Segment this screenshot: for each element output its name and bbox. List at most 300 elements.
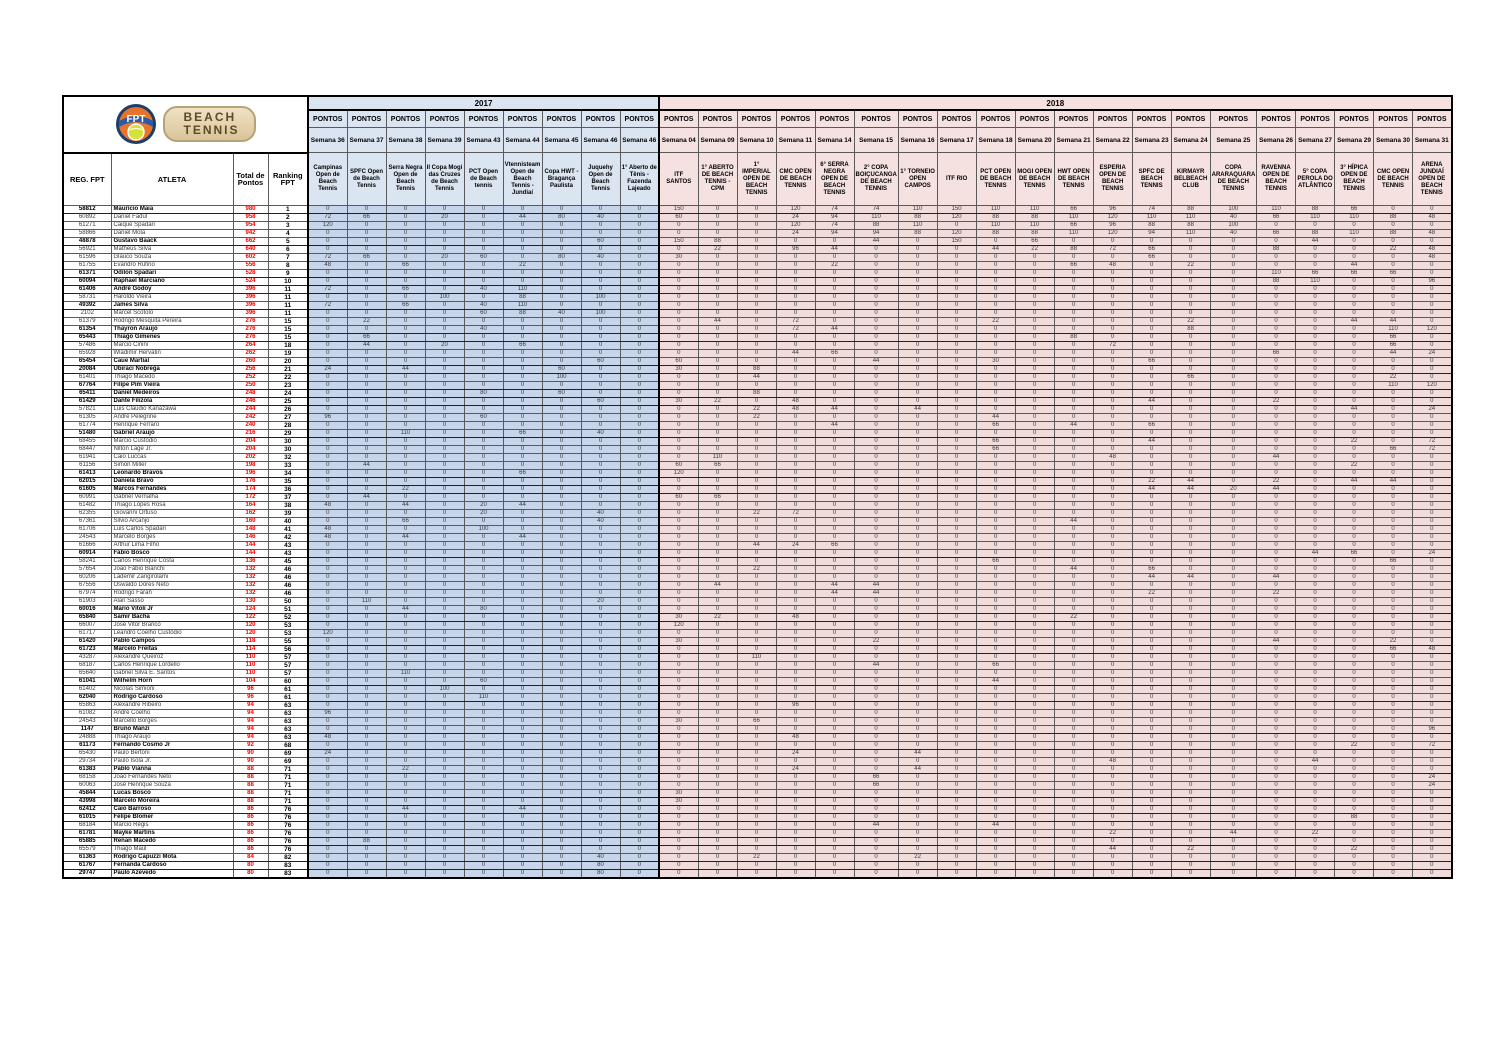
points-cell: 110 — [1015, 222, 1054, 230]
points-cell: 0 — [937, 430, 976, 438]
points-cell: 0 — [347, 294, 386, 302]
points-cell: 0 — [347, 750, 386, 758]
points-cell: 0 — [308, 334, 347, 342]
points-cell: 0 — [503, 270, 542, 278]
points-cell: 0 — [1210, 350, 1256, 358]
points-cell: 0 — [1257, 598, 1296, 606]
points-cell: 66 — [1296, 270, 1335, 278]
points-cell: 0 — [542, 654, 581, 662]
points-cell: 44 — [503, 214, 542, 222]
points-cell: 0 — [815, 270, 854, 278]
points-cell: 0 — [503, 574, 542, 582]
points-cell: 0 — [464, 222, 503, 230]
points-cell: 0 — [937, 710, 976, 718]
points-cell: 0 — [854, 806, 898, 814]
points-cell: 0 — [1413, 582, 1452, 590]
points-cell: 0 — [1093, 782, 1132, 790]
points-cell: 0 — [737, 230, 776, 238]
points-cell: 0 — [1210, 742, 1256, 750]
points-cell: 0 — [1054, 510, 1093, 518]
points-cell: 0 — [976, 310, 1015, 318]
points-cell: 44 — [898, 750, 937, 758]
points-cell: 0 — [620, 614, 659, 622]
points-cell: 0 — [503, 374, 542, 382]
points-cell: 0 — [1171, 814, 1210, 822]
points-cell: 0 — [1015, 798, 1054, 806]
points-cell: 0 — [1015, 606, 1054, 614]
points-cell: 0 — [1132, 638, 1171, 646]
points-cell: 0 — [776, 790, 815, 798]
athlete-name: Daniel Medeiros — [111, 390, 233, 398]
points-cell: 0 — [542, 566, 581, 574]
points-cell: 22 — [698, 398, 737, 406]
points-cell: 0 — [386, 470, 425, 478]
points-cell: 0 — [620, 766, 659, 774]
points-cell: 44 — [1335, 406, 1374, 414]
points-cell: 0 — [854, 814, 898, 822]
athlete-rank: 22 — [268, 374, 308, 382]
points-cell: 0 — [620, 598, 659, 606]
points-cell: 0 — [1374, 846, 1413, 854]
points-cell: 0 — [1132, 502, 1171, 510]
corner-header-0: REG. FPT — [63, 153, 111, 206]
points-cell: 44 — [1132, 398, 1171, 406]
points-cell: 0 — [976, 550, 1015, 558]
points-cell: 0 — [1093, 590, 1132, 598]
points-cell: 110 — [503, 286, 542, 294]
points-cell: 0 — [542, 766, 581, 774]
points-cell: 0 — [698, 774, 737, 782]
points-cell: 0 — [659, 438, 698, 446]
points-cell: 72 — [1413, 742, 1452, 750]
corner-header-3: Ranking FPT — [268, 153, 308, 206]
points-cell: 0 — [815, 670, 854, 678]
athlete-total-points: 94 — [233, 702, 268, 710]
points-cell: 0 — [386, 638, 425, 646]
points-cell: 0 — [898, 462, 937, 470]
points-cell: 0 — [1132, 662, 1171, 670]
points-cell: 0 — [1413, 358, 1452, 366]
points-cell: 0 — [1171, 526, 1210, 534]
points-cell: 0 — [1296, 342, 1335, 350]
points-cell: 0 — [1093, 694, 1132, 702]
points-cell: 80 — [542, 214, 581, 222]
athlete-total-points: 88 — [233, 798, 268, 806]
points-cell: 0 — [464, 550, 503, 558]
points-cell: 0 — [464, 582, 503, 590]
points-cell: 0 — [698, 270, 737, 278]
athlete-row — [63, 598, 1452, 606]
points-cell: 22 — [1171, 262, 1210, 270]
athlete-total-points: 252 — [233, 374, 268, 382]
points-cell: 0 — [1413, 694, 1452, 702]
points-cell: 0 — [1015, 662, 1054, 670]
points-cell: 0 — [937, 846, 976, 854]
points-cell: 72 — [1093, 246, 1132, 254]
athlete-total-points: 640 — [233, 246, 268, 254]
tournament-header: 1° ABERTO DE BEACH TENNIS - CPM — [698, 153, 737, 206]
points-cell: 0 — [308, 454, 347, 462]
points-cell: 0 — [737, 310, 776, 318]
points-cell: 110 — [1171, 230, 1210, 238]
athlete-rank: 71 — [268, 782, 308, 790]
points-cell: 0 — [503, 366, 542, 374]
points-cell: 0 — [1132, 550, 1171, 558]
points-cell: 0 — [698, 854, 737, 862]
points-cell: 0 — [1413, 542, 1452, 550]
athlete-name: Pablo Campos — [111, 638, 233, 646]
points-cell: 110 — [698, 454, 737, 462]
athlete-total-points: 86 — [233, 806, 268, 814]
points-cell: 0 — [1374, 262, 1413, 270]
points-cell: 0 — [1093, 414, 1132, 422]
athlete-reg: 61755 — [63, 262, 111, 270]
points-cell: 0 — [898, 830, 937, 838]
points-cell: 0 — [464, 630, 503, 638]
points-cell: 0 — [425, 334, 464, 342]
points-cell: 22 — [1335, 846, 1374, 854]
points-cell: 0 — [1054, 670, 1093, 678]
points-cell: 0 — [1132, 622, 1171, 630]
athlete-reg: 61420 — [63, 638, 111, 646]
points-cell: 0 — [1257, 294, 1296, 302]
points-cell: 22 — [1054, 614, 1093, 622]
points-cell: 0 — [659, 302, 698, 310]
points-cell: 0 — [503, 406, 542, 414]
athlete-rank: 19 — [268, 350, 308, 358]
points-cell: 0 — [698, 590, 737, 598]
points-cell: 0 — [1210, 750, 1256, 758]
points-cell: 0 — [1015, 558, 1054, 566]
points-cell: 0 — [386, 582, 425, 590]
points-cell: 0 — [776, 622, 815, 630]
points-cell: 0 — [503, 590, 542, 598]
points-cell: 0 — [620, 694, 659, 702]
points-cell: 0 — [542, 342, 581, 350]
points-cell: 74 — [854, 206, 898, 214]
points-cell: 0 — [1015, 366, 1054, 374]
athlete-rank: 4 — [268, 230, 308, 238]
points-cell: 44 — [776, 350, 815, 358]
athlete-name: Samir Bacha — [111, 614, 233, 622]
points-cell: 0 — [659, 518, 698, 526]
points-cell: 0 — [854, 870, 898, 879]
points-cell: 0 — [464, 710, 503, 718]
points-cell: 0 — [581, 638, 620, 646]
points-cell: 0 — [776, 662, 815, 670]
points-cell: 0 — [1171, 494, 1210, 502]
athlete-rank: 68 — [268, 742, 308, 750]
points-cell: 0 — [776, 854, 815, 862]
points-cell: 0 — [542, 758, 581, 766]
athlete-total-points: 242 — [233, 414, 268, 422]
points-cell: 0 — [503, 358, 542, 366]
points-cell: 0 — [1054, 486, 1093, 494]
points-cell: 0 — [347, 710, 386, 718]
points-cell: 96 — [1413, 278, 1452, 286]
points-cell: 0 — [1210, 454, 1256, 462]
points-cell: 0 — [1093, 390, 1132, 398]
points-cell: 0 — [1257, 654, 1296, 662]
athlete-total-points: 248 — [233, 390, 268, 398]
points-cell: 0 — [776, 806, 815, 814]
points-cell: 0 — [854, 726, 898, 734]
points-cell: 120 — [1093, 214, 1132, 222]
points-cell: 0 — [698, 414, 737, 422]
athlete-name: Caio Barroso — [111, 806, 233, 814]
points-cell: 22 — [386, 766, 425, 774]
points-cell: 0 — [1054, 350, 1093, 358]
points-cell: 0 — [898, 710, 937, 718]
tournament-header: COPA ARARAQUARA DE BEACH TENNIS — [1210, 153, 1256, 206]
points-cell: 0 — [1015, 262, 1054, 270]
points-cell: 0 — [425, 734, 464, 742]
points-cell: 0 — [1054, 462, 1093, 470]
athlete-total-points: 110 — [233, 654, 268, 662]
points-cell: 0 — [937, 510, 976, 518]
athlete-name: Lademir Zangirolami — [111, 574, 233, 582]
points-cell: 0 — [347, 798, 386, 806]
points-cell: 0 — [854, 270, 898, 278]
points-cell: 0 — [1210, 558, 1256, 566]
athlete-row — [63, 814, 1452, 822]
points-cell: 150 — [659, 238, 698, 246]
points-cell: 0 — [1296, 782, 1335, 790]
points-cell: 0 — [542, 542, 581, 550]
points-cell: 0 — [1171, 406, 1210, 414]
points-cell: 44 — [1296, 238, 1335, 246]
points-cell: 0 — [1054, 590, 1093, 598]
points-cell: 0 — [698, 430, 737, 438]
points-cell: 44 — [976, 246, 1015, 254]
points-cell: 0 — [976, 574, 1015, 582]
athlete-total-points: 132 — [233, 590, 268, 598]
points-cell: 0 — [698, 534, 737, 542]
athlete-row — [63, 262, 1452, 270]
points-cell: 0 — [1054, 270, 1093, 278]
points-cell: 0 — [347, 622, 386, 630]
points-cell: 72 — [308, 286, 347, 294]
week-header: Semana 14 — [815, 128, 854, 153]
points-cell: 0 — [776, 742, 815, 750]
points-cell: 0 — [386, 526, 425, 534]
points-cell: 44 — [1257, 574, 1296, 582]
points-cell: 0 — [425, 630, 464, 638]
points-cell: 0 — [659, 662, 698, 670]
points-cell: 0 — [386, 598, 425, 606]
points-cell: 0 — [898, 494, 937, 502]
points-cell: 30 — [659, 790, 698, 798]
points-cell: 0 — [542, 638, 581, 646]
points-cell: 0 — [1257, 382, 1296, 390]
points-cell: 0 — [1257, 806, 1296, 814]
points-cell: 0 — [503, 422, 542, 430]
points-cell: 0 — [776, 262, 815, 270]
points-cell: 0 — [542, 550, 581, 558]
points-cell: 0 — [1093, 774, 1132, 782]
points-cell: 0 — [737, 838, 776, 846]
points-cell: 0 — [386, 230, 425, 238]
points-cell: 0 — [815, 342, 854, 350]
points-cell: 44 — [854, 582, 898, 590]
points-cell: 88 — [1054, 334, 1093, 342]
points-cell: 22 — [1374, 374, 1413, 382]
tournament-header: Serra Negra Open de Beach Tennis — [386, 153, 425, 206]
points-cell: 0 — [1093, 558, 1132, 566]
athlete-total-points: 216 — [233, 430, 268, 438]
points-cell: 0 — [425, 438, 464, 446]
athlete-rank: 37 — [268, 494, 308, 502]
points-cell: 0 — [1171, 518, 1210, 526]
points-cell: 0 — [1257, 262, 1296, 270]
points-cell: 0 — [937, 830, 976, 838]
points-cell: 0 — [581, 566, 620, 574]
points-cell: 0 — [464, 398, 503, 406]
points-cell: 0 — [620, 670, 659, 678]
points-cell: 0 — [308, 374, 347, 382]
points-cell: 0 — [308, 870, 347, 879]
points-cell: 0 — [1093, 406, 1132, 414]
points-cell: 0 — [1132, 830, 1171, 838]
points-cell: 0 — [1257, 526, 1296, 534]
points-cell: 0 — [542, 430, 581, 438]
athlete-rank: 55 — [268, 638, 308, 646]
athlete-total-points: 196 — [233, 470, 268, 478]
points-cell: 0 — [1257, 494, 1296, 502]
athlete-total-points: 88 — [233, 790, 268, 798]
points-cell: 0 — [776, 646, 815, 654]
week-header: Semana 20 — [1015, 128, 1054, 153]
athlete-reg: 48878 — [63, 238, 111, 246]
points-cell: 0 — [698, 382, 737, 390]
pontos-header: PONTOS — [581, 110, 620, 128]
points-cell: 0 — [1132, 790, 1171, 798]
points-cell: 0 — [854, 862, 898, 870]
athlete-row — [63, 846, 1452, 854]
points-cell: 22 — [347, 318, 386, 326]
points-cell: 0 — [659, 286, 698, 294]
points-cell: 0 — [698, 678, 737, 686]
points-cell: 0 — [698, 438, 737, 446]
points-cell: 0 — [1413, 342, 1452, 350]
points-cell: 0 — [1257, 286, 1296, 294]
points-cell: 0 — [620, 382, 659, 390]
points-cell: 0 — [1296, 638, 1335, 646]
points-cell: 0 — [1374, 766, 1413, 774]
points-cell: 0 — [1132, 310, 1171, 318]
points-cell: 0 — [698, 662, 737, 670]
athlete-row — [63, 774, 1452, 782]
points-cell: 0 — [620, 462, 659, 470]
points-cell: 0 — [937, 342, 976, 350]
points-cell: 0 — [659, 582, 698, 590]
points-cell: 0 — [1015, 846, 1054, 854]
points-cell: 0 — [815, 814, 854, 822]
points-cell: 0 — [1374, 870, 1413, 879]
points-cell: 0 — [698, 342, 737, 350]
points-cell: 0 — [386, 814, 425, 822]
points-cell: 0 — [503, 334, 542, 342]
tournament-header: KIRMAYR BELBEACH CLUB — [1171, 153, 1210, 206]
points-cell: 0 — [737, 502, 776, 510]
points-cell: 44 — [976, 822, 1015, 830]
points-cell: 0 — [1132, 406, 1171, 414]
points-cell: 0 — [815, 334, 854, 342]
athlete-name: Leandro Coelho Custódio — [111, 630, 233, 638]
points-cell: 0 — [1132, 654, 1171, 662]
points-cell: 0 — [425, 838, 464, 846]
points-cell: 0 — [898, 310, 937, 318]
points-cell: 0 — [1210, 686, 1256, 694]
points-cell: 0 — [815, 478, 854, 486]
tournament-header: HWT OPEN DE BEACH TENNIS — [1054, 153, 1093, 206]
athlete-name: Fernando Cosmo Jr — [111, 742, 233, 750]
points-cell: 0 — [698, 262, 737, 270]
points-cell: 0 — [1335, 654, 1374, 662]
points-cell: 48 — [776, 614, 815, 622]
points-cell: 0 — [1296, 790, 1335, 798]
points-cell: 0 — [698, 870, 737, 879]
points-cell: 0 — [1296, 366, 1335, 374]
points-cell: 0 — [386, 846, 425, 854]
points-cell: 0 — [1171, 622, 1210, 630]
points-cell: 0 — [1335, 630, 1374, 638]
points-cell: 0 — [1335, 790, 1374, 798]
points-cell: 0 — [425, 766, 464, 774]
athlete-name: Caue Martial — [111, 358, 233, 366]
points-cell: 66 — [347, 254, 386, 262]
points-cell: 0 — [464, 262, 503, 270]
points-cell: 0 — [542, 382, 581, 390]
points-cell: 0 — [542, 734, 581, 742]
points-cell: 0 — [1335, 342, 1374, 350]
points-cell: 0 — [425, 774, 464, 782]
points-cell: 0 — [659, 382, 698, 390]
points-cell: 0 — [1054, 606, 1093, 614]
points-cell: 0 — [698, 598, 737, 606]
points-cell: 0 — [1015, 518, 1054, 526]
points-cell: 0 — [1257, 542, 1296, 550]
points-cell: 0 — [659, 598, 698, 606]
points-cell: 0 — [1374, 782, 1413, 790]
points-cell: 0 — [1054, 454, 1093, 462]
points-cell: 0 — [1210, 734, 1256, 742]
points-cell: 0 — [1093, 574, 1132, 582]
points-cell: 0 — [937, 494, 976, 502]
points-cell: 66 — [976, 558, 1015, 566]
points-cell: 0 — [698, 670, 737, 678]
points-cell: 0 — [1374, 438, 1413, 446]
athlete-total-points: 96 — [233, 686, 268, 694]
points-cell: 0 — [976, 766, 1015, 774]
points-cell: 0 — [386, 870, 425, 879]
points-cell: 0 — [1093, 478, 1132, 486]
points-cell: 0 — [542, 750, 581, 758]
points-cell: 0 — [1171, 750, 1210, 758]
points-cell: 0 — [1093, 638, 1132, 646]
points-cell: 0 — [737, 862, 776, 870]
points-cell: 0 — [976, 406, 1015, 414]
points-cell: 0 — [503, 734, 542, 742]
points-cell: 0 — [1257, 510, 1296, 518]
points-cell: 0 — [976, 790, 1015, 798]
points-cell: 0 — [737, 750, 776, 758]
points-cell: 0 — [737, 870, 776, 879]
athlete-reg: 66007 — [63, 622, 111, 630]
points-cell: 0 — [503, 686, 542, 694]
points-cell: 0 — [386, 254, 425, 262]
points-cell: 0 — [1015, 678, 1054, 686]
